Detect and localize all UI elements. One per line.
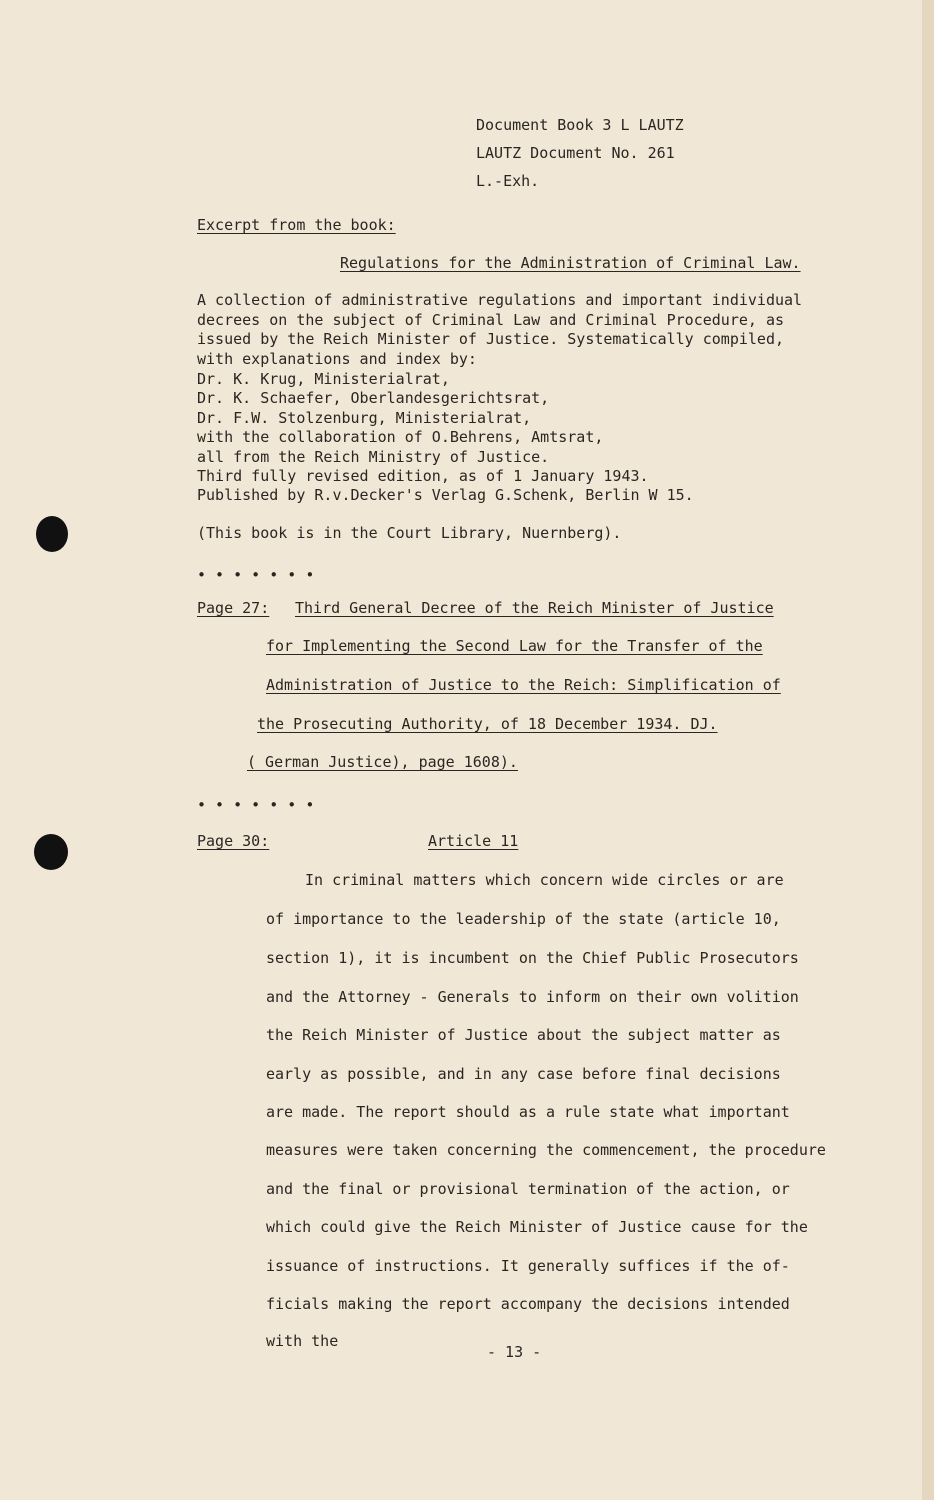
page-number: - 13 - (487, 1343, 542, 1361)
page-30-label: Page 30: (197, 832, 270, 850)
intro-line: A collection of administrative regulations and important individual (197, 291, 803, 309)
intro-line: with the collaboration of O.Behrens, Amtsrat, (197, 428, 604, 446)
separator-dots: • • • • • • • (197, 566, 315, 584)
article-line: of importance to the leadership of the state (article 10, (266, 910, 781, 928)
intro-line: issued by the Reich Minister of Justice. Systematically compiled, (197, 330, 784, 348)
page-27-line: ( German Justice), page 1608). (247, 753, 518, 771)
book-title: Regulations for the Administration of Criminal Law. (340, 254, 801, 272)
page-27-label: Page 27: (197, 599, 270, 617)
page-27-line: the Prosecuting Authority, of 18 December 1934. DJ. (257, 715, 718, 733)
article-line: measures were taken concerning the commencement, the procedure (266, 1141, 826, 1159)
header-document-book: Document Book 3 L LAUTZ (476, 116, 684, 134)
article-line: section 1), it is incumbent on the Chief Public Prosecutors (266, 949, 799, 967)
article-line: the Reich Minister of Justice about the subject matter as (266, 1026, 781, 1044)
page-27-line: Third General Decree of the Reich Minister of Justice (295, 599, 774, 617)
article-line: and the final or provisional termination of the action, or (266, 1180, 790, 1198)
article-line: early as possible, and in any case before final decisions (266, 1065, 781, 1083)
article-line: with the (266, 1332, 339, 1350)
page-27-line: Administration of Justice to the Reich: Simplification of (266, 676, 781, 694)
intro-line: Published by R.v.Decker's Verlag G.Schenk, Berlin W 15. (197, 486, 694, 504)
intro-line: Dr. F.W. Stolzenburg, Ministerialrat, (197, 409, 532, 427)
header-exhibit: L.-Exh. (476, 172, 540, 190)
article-line: issuance of instructions. It generally suffices if the of- (266, 1257, 790, 1275)
excerpt-label: Excerpt from the book: (197, 216, 396, 234)
punch-hole-bottom (34, 834, 68, 870)
paper-edge (922, 0, 934, 1500)
library-note: (This book is in the Court Library, Nuernberg). (197, 524, 622, 542)
intro-line: Third fully revised edition, as of 1 January 1943. (197, 467, 649, 485)
article-heading: Article 11 (428, 832, 519, 850)
page-27-line: for Implementing the Second Law for the Transfer of the (266, 637, 763, 655)
intro-line: all from the Reich Ministry of Justice. (197, 448, 550, 466)
article-line: which could give the Reich Minister of Justice cause for the (266, 1218, 808, 1236)
intro-line: Dr. K. Schaefer, Oberlandesgerichtsrat, (197, 389, 550, 407)
intro-line: decrees on the subject of Criminal Law and Criminal Procedure, as (197, 311, 784, 329)
intro-line: with explanations and index by: (197, 350, 477, 368)
article-line: are made. The report should as a rule state what important (266, 1103, 790, 1121)
article-line: In criminal matters which concern wide circles or are (305, 871, 784, 889)
article-line: ficials making the report accompany the decisions intended (266, 1295, 790, 1313)
separator-dots: • • • • • • • (197, 796, 315, 814)
intro-line: Dr. K. Krug, Ministerialrat, (197, 370, 450, 388)
punch-hole-top (36, 516, 68, 552)
header-document-number: LAUTZ Document No. 261 (476, 144, 675, 162)
article-line: and the Attorney - Generals to inform on their own volition (266, 988, 799, 1006)
